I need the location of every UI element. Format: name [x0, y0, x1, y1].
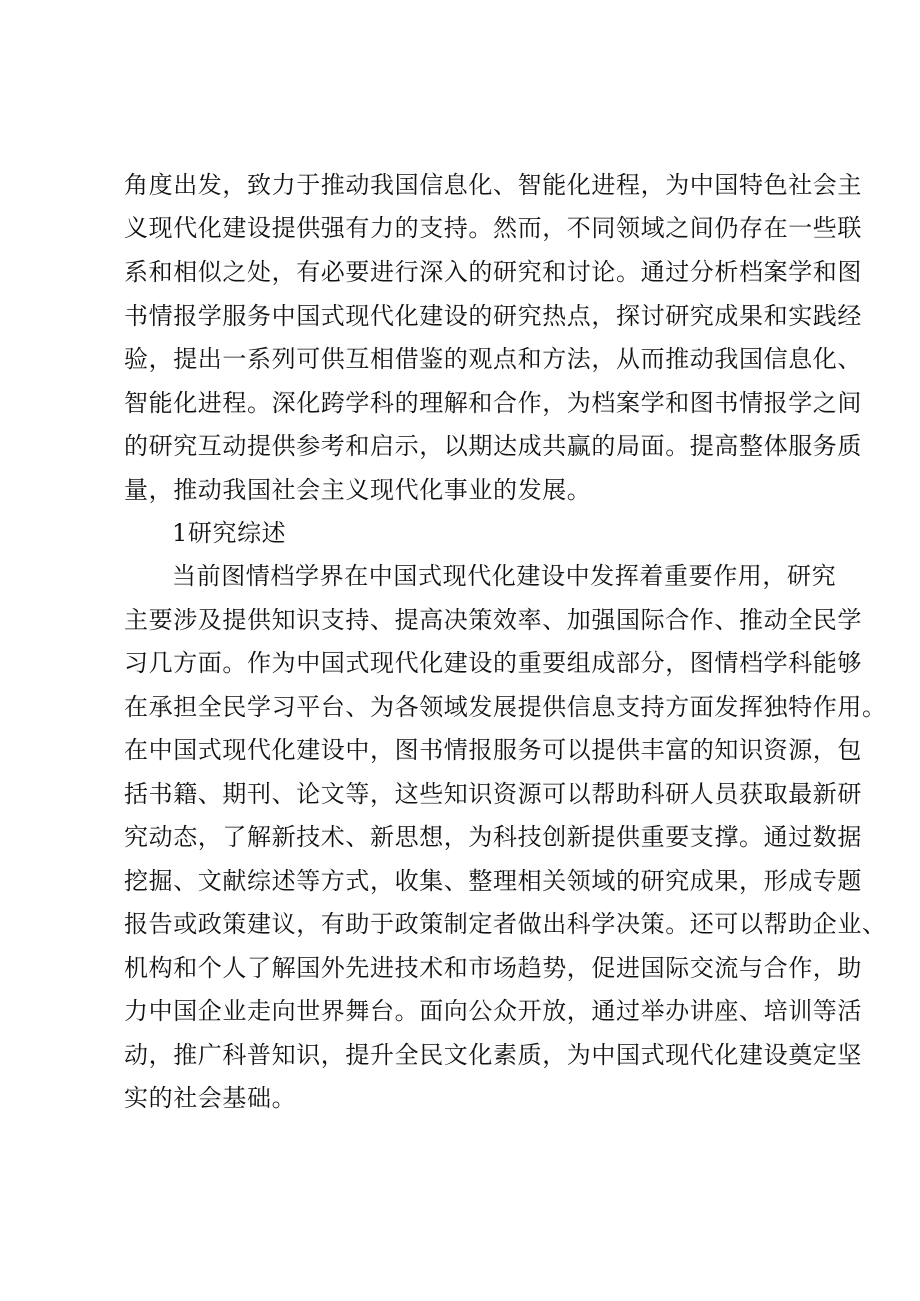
paragraph-2-line-1: 当前图情档学界在中国式现代化建设中发挥着重要作用，研究	[172, 562, 837, 590]
paragraph-2-line-4: 在承担全民学习平台、为各领域发展提供信息支持方面发挥独特作用。	[124, 693, 887, 721]
paragraph-1-line-8: 量，推动我国社会主义现代化事业的发展。	[124, 476, 592, 504]
paragraph-2-line-10: 机构和个人了解国外先进技术和市场趋势，促进国际交流与合作，助	[124, 954, 862, 982]
paragraph-2-line-9: 报告或政策建议，有助于政策制定者做出科学决策。还可以帮助企业、	[124, 910, 887, 938]
paragraph-1-line-3: 系和相似之处，有必要进行深入的研究和讨论。通过分析档案学和图	[124, 258, 862, 286]
section-heading: 1研究综述	[172, 519, 287, 547]
paragraph-2-line-11: 力中国企业走向世界舞台。面向公众开放，通过举办讲座、培训等活	[124, 997, 862, 1025]
paragraph-2-line-13: 实的社会基础。	[124, 1084, 297, 1112]
paragraph-1-line-6: 智能化进程。深化跨学科的理解和合作，为档案学和图书情报学之间	[124, 389, 862, 417]
paragraph-1-line-4: 书情报学服务中国式现代化建设的研究热点，探讨研究成果和实践经	[124, 302, 862, 330]
paragraph-1-line-1: 角度出发，致力于推动我国信息化、智能化进程，为中国特色社会主	[124, 171, 862, 199]
paragraph-2-line-5: 在中国式现代化建设中，图书情报服务可以提供丰富的知识资源，包	[124, 736, 862, 764]
paragraph-2-line-2: 主要涉及提供知识支持、提高决策效率、加强国际合作、推动全民学	[124, 606, 862, 634]
paragraph-1-line-5: 验，提出一系列可供互相借鉴的观点和方法，从而推动我国信息化、	[124, 345, 862, 373]
paragraph-1-line-2: 义现代化建设提供强有力的支持。然而，不同领域之间仍存在一些联	[124, 214, 862, 242]
paragraph-2-line-7: 究动态，了解新技术、新思想，为科技创新提供重要支撑。通过数据	[124, 823, 862, 851]
paragraph-2-line-3: 习几方面。作为中国式现代化建设的重要组成部分，图情档学科能够	[124, 649, 862, 677]
paragraph-2-line-6: 括书籍、期刊、论文等，这些知识资源可以帮助科研人员获取最新研	[124, 780, 862, 808]
paragraph-2-line-12: 动，推广科普知识，提升全民文化素质，为中国式现代化建设奠定坚	[124, 1041, 862, 1069]
paragraph-1-line-7: 的研究互动提供参考和启示，以期达成共赢的局面。提高整体服务质	[124, 432, 862, 460]
paragraph-2-line-8: 挖掘、文献综述等方式，收集、整理相关领域的研究成果，形成专题	[124, 867, 862, 895]
